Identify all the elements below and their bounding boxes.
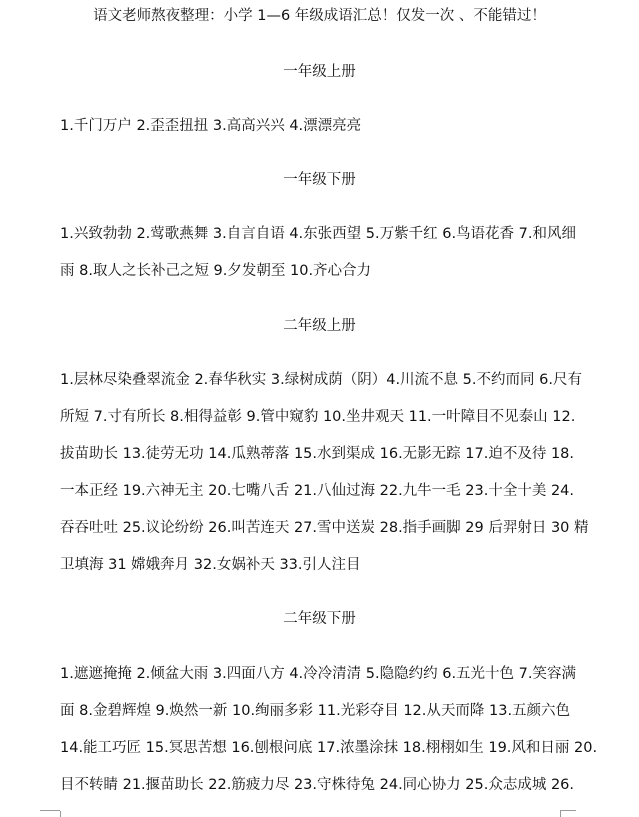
section-heading-grade1-vol2: 一年级下册: [283, 172, 356, 188]
idiom-line: 1.千门万户 2.歪歪扭扭 3.高高兴兴 4.漂漂亮亮: [60, 118, 362, 134]
section-body-grade1-vol1: [60, 116, 560, 153]
margin-corner-tick-left: [60, 811, 61, 817]
idiom-line: 所短 7.寸有所长 8.相得益彰 9.管中窥豹 10.坐井观天 11.一叶障目不见泰山 12.: [60, 409, 576, 425]
section-body-grade1-vol2: [60, 224, 576, 298]
margin-corner-mark-right: [560, 810, 576, 811]
idiom-line: 卫填海 31 嫦娥奔月 32.女娲补天 33.引人注目: [60, 557, 361, 573]
idiom-line: 雨 8.取人之长补己之短 9.夕发朝至 10.齐心合力: [60, 263, 372, 279]
idiom-line: 14.能工巧匠 15.冥思苦想 16.刨根问底 17.浓墨涂抹 18.栩栩如生 19.风和日丽 20.: [60, 740, 598, 756]
margin-corner-tick-right: [560, 811, 561, 817]
document-title: 语文老师熬夜整理：小学 1—6 年级成语汇总！仅发一次 、不能错过！: [93, 8, 546, 24]
section-heading-grade2-vol2: 二年级下册: [283, 611, 356, 627]
idiom-line: 拔苗助长 13.徒劳无功 14.瓜熟蒂落 15.水到渠成 16.无影无踪 17.迫不及待 18.: [60, 446, 575, 462]
section-heading-grade2-vol1: 二年级上册: [283, 318, 356, 334]
idiom-line: 一本正经 19.六神无主 20.七嘴八舌 21.八仙过海 22.九牛一毛 23.十全十美 24.: [60, 483, 575, 499]
idiom-line: 1.兴致勃勃 2.莺歌燕舞 3.自言自语 4.东张西望 5.万紫千红 6.鸟语花香 7.和风细: [60, 226, 576, 242]
idiom-line: 吞吞吐吐 25.议论纷纷 26.叫苦连天 27.雪中送炭 28.指手画脚 29 后羿射日 30 精: [60, 520, 589, 536]
section-heading-grade1-vol1: 一年级上册: [283, 64, 356, 80]
idiom-line: 1.遮遮掩掩 2.倾盆大雨 3.四面八方 4.冷冷清清 5.隐隐约约 6.五光十色 7.笑容满: [60, 666, 576, 682]
idiom-line: 1.层林尽染叠翠流金 2.春华秋实 3.绿树成荫（阴）4.川流不息 5.不约而同 6.尺有: [60, 372, 582, 388]
margin-corner-mark-left: [40, 810, 60, 811]
idiom-line: 目不转睛 21.揠苗助长 22.筋疲力尽 23.守株待兔 24.同心协力 25.众志成城 26.: [60, 777, 575, 793]
section-body-grade2-vol1: [60, 370, 589, 592]
idiom-line: 面 8.金碧辉煌 9.焕然一新 10.绚丽多彩 11.光彩夺目 12.从天而降 13.五颜六色: [60, 703, 571, 719]
section-body-grade2-vol2: [60, 664, 598, 812]
